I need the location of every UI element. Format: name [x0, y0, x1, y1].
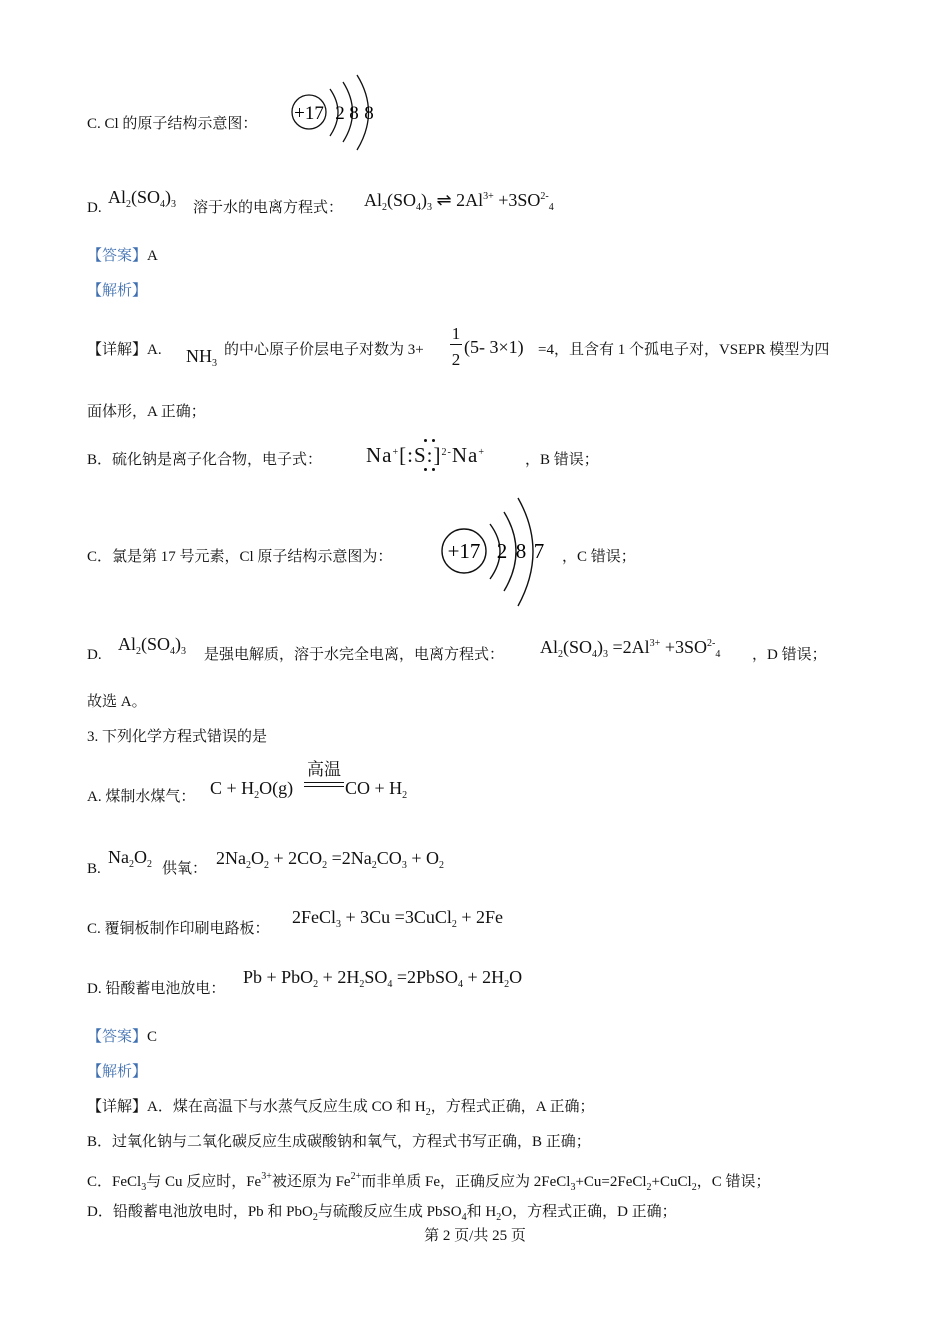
- text-run: +Cu=2FeCl: [575, 1174, 647, 1190]
- atom-diagram-cl: [288, 72, 380, 154]
- text-run: 3: [141, 1182, 147, 1193]
- text-run: 2: [504, 979, 510, 990]
- analysis-tag: 【解析】: [87, 1064, 148, 1080]
- text-run: + 3Cu =3CuCl: [341, 907, 452, 927]
- text-run: 3: [171, 199, 177, 210]
- q3-option-b-equation: [216, 847, 444, 877]
- detail-c-text: C．氯是第 17 号元素，Cl 原子结构示意图为：: [87, 549, 393, 565]
- text-run: C + H: [210, 778, 255, 798]
- text-run: (SO: [141, 634, 171, 654]
- detail-b-text: B．硫化钠是离子化合物，电子式：: [87, 452, 323, 468]
- q3-option-c-label: C. 覆铜板制作印刷电路板：: [87, 921, 270, 937]
- text-run: + 2CO: [269, 848, 323, 868]
- text-run: 4: [548, 202, 554, 213]
- text-run: (SO: [387, 190, 417, 210]
- text-run: +CuCl: [651, 1174, 692, 1190]
- text-run: Pb + PbO: [243, 967, 314, 987]
- text-run: + O: [406, 848, 439, 868]
- text-run: 3+: [483, 191, 494, 202]
- text-run: 4: [715, 649, 721, 660]
- text-run: ⇌ 2Al: [432, 190, 484, 210]
- text-run: [:S:]: [399, 443, 442, 467]
- text-run: + 2H: [318, 967, 360, 987]
- text-run: O: [509, 967, 523, 987]
- na2s-electron-formula: [366, 442, 485, 466]
- q2-option-d-label: 溶于水的电离方程式：: [193, 200, 344, 216]
- text-run: 3: [427, 202, 433, 213]
- text-run: 4: [160, 199, 166, 210]
- text-run: =2PbSO: [392, 967, 459, 987]
- detail-a-text-2: =4，且含有 1 个孤电子对，VSEPR 模型为四: [538, 342, 830, 358]
- text-run: ): [175, 634, 182, 654]
- text-run: 3: [336, 919, 342, 930]
- text-run: 而非单质 Fe，正确反应为 2FeCl: [361, 1174, 571, 1190]
- analysis-tag: 【解析】: [87, 283, 148, 299]
- text-run: + 2Fe: [456, 907, 503, 927]
- text-run: 2: [254, 790, 260, 801]
- text-run: 4: [170, 646, 176, 657]
- text-run: B．过氧化钠与二氧化碳反应生成碳酸钠和氧气，方程式书写正确，B 正确；: [87, 1134, 591, 1150]
- text-run: + 2H: [463, 967, 505, 987]
- q3-option-b-prefix: B.: [87, 861, 101, 877]
- q3-option-d-label: D. 铅酸蓄电池放电：: [87, 981, 226, 997]
- text-run: 2: [402, 790, 408, 801]
- text-run: (SO: [563, 637, 593, 657]
- text-run: =2Na: [327, 848, 372, 868]
- text-run: ，方程式正确，A 正确；: [430, 1099, 595, 1115]
- text-run: 与 Cu 反应时，Fe: [146, 1174, 262, 1190]
- text-run: +3SO: [660, 637, 707, 657]
- equals-sign: [304, 782, 344, 787]
- text-run: C．FeCl: [87, 1174, 142, 1190]
- q2-option-d-formula: [108, 186, 176, 216]
- text-run: 2: [646, 1182, 652, 1193]
- text-run: NH: [186, 346, 212, 366]
- text-run: 3+: [261, 1171, 272, 1182]
- text-run: +3SO: [493, 190, 541, 210]
- detail-d-formula: [118, 633, 186, 663]
- text-run: 2: [313, 979, 319, 990]
- text-run: Na: [108, 847, 129, 867]
- q3-stem: 3. 下列化学方程式错误的是: [87, 729, 268, 745]
- nucleus-charge: +17: [294, 103, 324, 124]
- text-run: 2: [382, 202, 387, 213]
- text-run: 4: [461, 1212, 467, 1223]
- text-run: +: [478, 447, 485, 458]
- detail-a-text-3: 面体形，A 正确；: [87, 404, 206, 420]
- text-run: O(g): [259, 778, 294, 798]
- text-run: D．铅酸蓄电池放电时，Pb 和 PbO: [87, 1204, 313, 1220]
- q3-option-a-left: [210, 777, 293, 807]
- shell-count: 8: [364, 103, 374, 124]
- q3-option-c-equation: [292, 906, 503, 936]
- text-run: ，C 错误；: [696, 1174, 771, 1190]
- answer-tag: 【答案】: [87, 1029, 148, 1045]
- text-run: Na: [366, 443, 393, 467]
- text-run: 2+: [350, 1171, 362, 1182]
- text-run: =2Al: [608, 637, 650, 657]
- text-run: 2: [371, 860, 377, 871]
- text-run: ): [165, 187, 172, 207]
- nucleus-charge: +17: [447, 539, 481, 563]
- q3-option-a-right: [345, 777, 407, 807]
- fraction-numerator: 1: [451, 324, 461, 343]
- detail-a-expression: (5- 3×1): [464, 337, 524, 357]
- text-run: O，方程式正确，D 正确；: [501, 1204, 677, 1220]
- q3-detail-d: [87, 1202, 677, 1228]
- text-run: 3+: [649, 638, 661, 649]
- text-run: ): [597, 637, 604, 657]
- detail-a-prefix: 【详解】A.: [87, 342, 162, 358]
- text-run: Al: [540, 637, 558, 657]
- text-run: 2-: [540, 191, 549, 202]
- atom-diagram-cl-correct: [440, 494, 550, 610]
- q3-detail-b: [87, 1132, 591, 1152]
- text-run: 【详解】A．煤在高温下与水蒸气反应生成 CO 和 H: [87, 1099, 426, 1115]
- detail-d-text: 是强电解质，溶于水完全电离，电离方程式：: [204, 647, 505, 663]
- text-run: 2: [451, 919, 457, 930]
- text-run: (SO: [131, 187, 161, 207]
- q3-detail-a: [87, 1097, 595, 1123]
- text-run: +: [392, 447, 400, 458]
- text-run: 与硫酸反应生成 PbSO: [317, 1204, 462, 1220]
- q2-option-d-equation: [364, 186, 554, 219]
- shell-count: 2: [335, 103, 345, 124]
- text-run: Al: [364, 190, 382, 210]
- text-run: 3: [212, 358, 217, 369]
- text-run: 4: [387, 979, 393, 990]
- text-run: ): [421, 190, 428, 210]
- text-run: 2: [246, 860, 251, 871]
- detail-d-equation: [540, 633, 720, 666]
- text-run: 3: [603, 649, 609, 660]
- detail-a-text: 的中心原子价层电子对数为 3+: [224, 342, 424, 358]
- text-run: 2: [126, 199, 131, 210]
- text-run: 3: [181, 646, 187, 657]
- text-run: Na: [451, 443, 479, 467]
- q2-option-d-prefix: D.: [87, 200, 102, 216]
- text-run: 2: [136, 646, 141, 657]
- text-run: CO + H: [345, 778, 403, 798]
- text-run: 2: [129, 859, 134, 870]
- shell-count: 8: [349, 103, 359, 124]
- answer-value: C: [147, 1029, 158, 1045]
- text-run: 2-: [441, 447, 452, 458]
- detail-b-text-2: ，B 错误；: [525, 452, 599, 468]
- text-run: Al: [118, 634, 136, 654]
- text-run: 2: [264, 860, 269, 871]
- page-footer: 第 2 页/共 25 页: [424, 1228, 526, 1244]
- shell-count: 7: [533, 539, 545, 563]
- text-run: 4: [458, 979, 464, 990]
- q3-option-a-label: A. 煤制水煤气：: [87, 789, 196, 805]
- text-run: 被还原为 Fe: [271, 1174, 351, 1190]
- text-run: CO: [376, 848, 402, 868]
- shell-count: 8: [515, 539, 527, 563]
- fraction-denominator: 2: [451, 350, 461, 369]
- text-run: 2: [438, 860, 444, 871]
- q3-detail-c: [87, 1167, 770, 1198]
- text-run: 2: [496, 1212, 502, 1223]
- text-run: 2: [147, 859, 152, 870]
- text-run: 2: [359, 979, 365, 990]
- text-run: SO: [364, 967, 388, 987]
- text-run: O: [134, 847, 147, 867]
- text-run: 2FeCl: [292, 907, 337, 927]
- q3-option-d-equation: [243, 966, 522, 996]
- answer-tag: 【答案】: [87, 248, 148, 264]
- q3-option-b-formula: [108, 846, 152, 876]
- text-run: 4: [416, 202, 422, 213]
- detail-c-text-2: ，C 错误；: [562, 549, 636, 565]
- text-run: 3: [401, 860, 407, 871]
- text-run: 2Na: [216, 848, 246, 868]
- q2-option-c-label: C. Cl 的原子结构示意图：: [87, 116, 258, 132]
- text-run: 4: [592, 649, 598, 660]
- text-run: 2: [322, 860, 328, 871]
- text-run: 3: [570, 1182, 576, 1193]
- text-run: 2: [558, 649, 563, 660]
- conclusion: 故选 A。: [87, 694, 147, 710]
- reaction-condition: 高温: [307, 760, 341, 779]
- text-run: 2: [425, 1107, 431, 1118]
- text-run: 2-: [706, 638, 716, 649]
- answer-value: A: [147, 248, 158, 264]
- nh3-formula: [186, 345, 217, 375]
- text-run: O: [251, 848, 264, 868]
- text-run: 2: [312, 1212, 318, 1223]
- shell-count: 2: [496, 539, 508, 563]
- detail-d-text-2: ，D 错误；: [752, 647, 827, 663]
- detail-d-prefix: D.: [87, 647, 102, 663]
- text-run: 和 H: [466, 1204, 497, 1220]
- text-run: 2: [691, 1182, 697, 1193]
- text-run: Al: [108, 187, 126, 207]
- q3-option-b-label: 供氧：: [162, 861, 208, 877]
